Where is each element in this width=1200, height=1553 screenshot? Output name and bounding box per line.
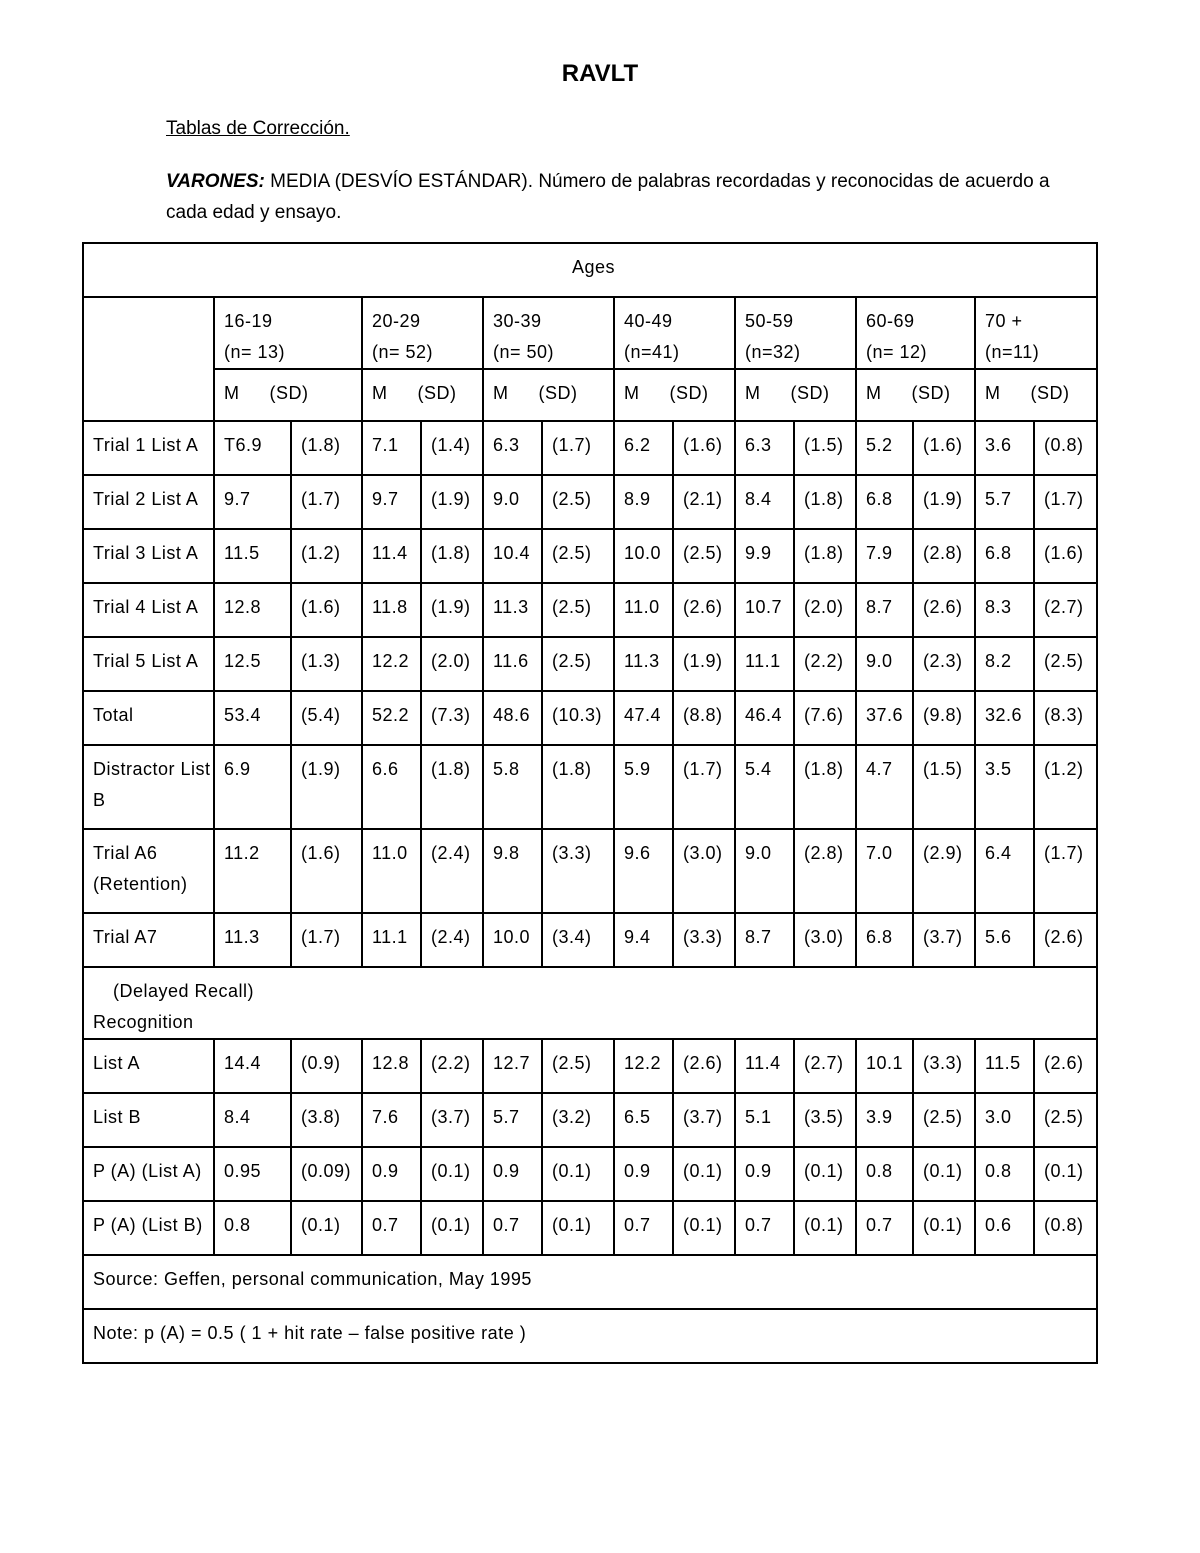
mean-cell: 11.8	[362, 583, 421, 637]
mean-sd-header	[614, 369, 735, 421]
mean-cell: 12.7	[483, 1039, 542, 1093]
mean-sd-row	[83, 369, 1097, 421]
mean-cell: 8.2	[975, 637, 1034, 691]
mean-cell: 46.4	[735, 691, 794, 745]
row-label: Distractor List B	[83, 745, 214, 829]
age-range: 50-59	[745, 311, 794, 331]
mean-cell: 10.7	[735, 583, 794, 637]
mean-cell: 11.6	[483, 637, 542, 691]
sd-cell: (0.1)	[291, 1201, 362, 1255]
mean-sd-header	[214, 369, 362, 421]
sd-cell: (0.09)	[291, 1147, 362, 1201]
sd-cell: (9.8)	[913, 691, 975, 745]
sd-cell: (1.6)	[1034, 529, 1097, 583]
sd-cell: (1.2)	[291, 529, 362, 583]
mean-cell: 0.7	[483, 1201, 542, 1255]
sd-cell: (0.1)	[542, 1147, 614, 1201]
sd-cell: (3.3)	[673, 913, 735, 967]
sd-label: (SD)	[417, 383, 457, 403]
sd-cell: (2.5)	[542, 1039, 614, 1093]
sd-cell: (2.5)	[1034, 1093, 1097, 1147]
sd-cell: (2.7)	[794, 1039, 856, 1093]
sd-cell: (3.4)	[542, 913, 614, 967]
sd-cell: (2.4)	[421, 829, 483, 913]
mean-cell: 3.5	[975, 745, 1034, 829]
age-group-header	[856, 297, 975, 369]
formula-note: Note: p (A) = 0.5 ( 1 + hit rate – false positive rate )	[83, 1309, 1097, 1363]
mean-cell: 5.1	[735, 1093, 794, 1147]
age-group-header	[362, 297, 483, 369]
sd-cell: (3.3)	[542, 829, 614, 913]
mean-sd-header	[362, 369, 483, 421]
mean-cell: 9.0	[483, 475, 542, 529]
sd-cell: (1.6)	[291, 583, 362, 637]
mean-cell: 6.2	[614, 421, 673, 475]
row-label: Trial 3 List A	[83, 529, 214, 583]
mean-cell: 11.5	[975, 1039, 1034, 1093]
sd-cell: (2.6)	[913, 583, 975, 637]
sd-cell: (2.5)	[1034, 637, 1097, 691]
sd-cell: (2.9)	[913, 829, 975, 913]
mean-cell: 9.6	[614, 829, 673, 913]
sd-cell: (2.8)	[913, 529, 975, 583]
sd-cell: (1.9)	[421, 475, 483, 529]
mean-sd-header	[735, 369, 856, 421]
row-label: Trial 5 List A	[83, 637, 214, 691]
sd-cell: (1.8)	[542, 745, 614, 829]
age-n: (n= 12)	[866, 342, 928, 362]
age-n: (n= 50)	[493, 342, 555, 362]
mean-cell: 6.6	[362, 745, 421, 829]
mean-cell: 3.6	[975, 421, 1034, 475]
age-range: 60-69	[866, 311, 915, 331]
section-line-1: (Delayed Recall)	[113, 981, 255, 1001]
mean-label: M	[372, 383, 388, 403]
sd-cell: (1.9)	[291, 745, 362, 829]
sd-cell: (2.1)	[673, 475, 735, 529]
mean-cell: 7.1	[362, 421, 421, 475]
sd-cell: (3.3)	[913, 1039, 975, 1093]
sd-cell: (2.0)	[421, 637, 483, 691]
mean-label: M	[224, 383, 240, 403]
mean-cell: 0.9	[614, 1147, 673, 1201]
mean-cell: 11.5	[214, 529, 291, 583]
correction-table	[82, 242, 1098, 1364]
sd-cell: (0.1)	[673, 1147, 735, 1201]
age-n: (n=11)	[985, 342, 1040, 362]
sd-cell: (7.6)	[794, 691, 856, 745]
table-row	[83, 829, 1097, 913]
sd-label: (SD)	[911, 383, 951, 403]
sd-cell: (2.3)	[913, 637, 975, 691]
sd-label: (SD)	[269, 383, 309, 403]
mean-cell: 8.9	[614, 475, 673, 529]
sd-cell: (1.8)	[291, 421, 362, 475]
source-note-row	[83, 1255, 1097, 1309]
mean-cell: 6.3	[483, 421, 542, 475]
sd-cell: (3.8)	[291, 1093, 362, 1147]
mean-cell: 12.8	[362, 1039, 421, 1093]
mean-cell: 10.1	[856, 1039, 913, 1093]
mean-cell: 10.0	[614, 529, 673, 583]
mean-cell: 6.3	[735, 421, 794, 475]
page-title: RAVLT	[561, 60, 639, 87]
sd-cell: (1.2)	[1034, 745, 1097, 829]
sd-label: (SD)	[669, 383, 709, 403]
sd-cell: (2.0)	[794, 583, 856, 637]
row-label: Trial A7	[83, 913, 214, 967]
mean-cell: 48.6	[483, 691, 542, 745]
age-range: 70 +	[985, 311, 1023, 331]
age-n: (n= 52)	[372, 342, 434, 362]
sd-cell: (1.6)	[913, 421, 975, 475]
sd-cell: (1.7)	[673, 745, 735, 829]
age-group-header	[214, 297, 362, 369]
sd-cell: (1.4)	[421, 421, 483, 475]
mean-cell: 5.8	[483, 745, 542, 829]
mean-cell: 9.0	[735, 829, 794, 913]
subtitle: Tablas de Corrección.	[166, 118, 350, 139]
age-range: 20-29	[372, 311, 421, 331]
mean-cell: 0.8	[856, 1147, 913, 1201]
mean-cell: 11.3	[483, 583, 542, 637]
description	[166, 166, 1066, 228]
table-row	[83, 1201, 1097, 1255]
sd-cell: (1.8)	[794, 529, 856, 583]
sd-cell: (1.7)	[542, 421, 614, 475]
mean-cell: 12.8	[214, 583, 291, 637]
mean-cell: 0.6	[975, 1201, 1034, 1255]
sd-cell: (7.3)	[421, 691, 483, 745]
sd-cell: (1.8)	[794, 475, 856, 529]
mean-cell: 9.4	[614, 913, 673, 967]
mean-cell: 5.2	[856, 421, 913, 475]
sd-cell: (2.5)	[913, 1093, 975, 1147]
sd-cell: (0.1)	[794, 1201, 856, 1255]
sd-cell: (1.9)	[913, 475, 975, 529]
age-group-header	[614, 297, 735, 369]
mean-cell: 0.9	[483, 1147, 542, 1201]
mean-cell: 6.4	[975, 829, 1034, 913]
sd-cell: (1.5)	[913, 745, 975, 829]
table-row	[83, 637, 1097, 691]
mean-cell: 5.6	[975, 913, 1034, 967]
mean-cell: 4.7	[856, 745, 913, 829]
sd-cell: (0.9)	[291, 1039, 362, 1093]
row-label: P (A) (List B)	[83, 1201, 214, 1255]
mean-label: M	[866, 383, 882, 403]
mean-cell: 6.8	[856, 913, 913, 967]
mean-cell: 5.4	[735, 745, 794, 829]
mean-cell: 8.4	[735, 475, 794, 529]
sd-cell: (1.6)	[673, 421, 735, 475]
mean-cell: 11.1	[735, 637, 794, 691]
sd-cell: (2.5)	[542, 583, 614, 637]
mean-cell: 12.2	[362, 637, 421, 691]
row-label: Trial 2 List A	[83, 475, 214, 529]
mean-sd-header	[856, 369, 975, 421]
age-group-header	[735, 297, 856, 369]
mean-cell: 10.0	[483, 913, 542, 967]
mean-cell: 0.8	[214, 1201, 291, 1255]
mean-cell: 6.9	[214, 745, 291, 829]
age-range: 16-19	[224, 311, 273, 331]
age-n: (n=41)	[624, 342, 680, 362]
sd-cell: (0.1)	[421, 1147, 483, 1201]
table-row	[83, 1039, 1097, 1093]
mean-cell: 9.0	[856, 637, 913, 691]
mean-cell: 11.2	[214, 829, 291, 913]
age-range: 40-49	[624, 311, 673, 331]
sd-cell: (1.8)	[421, 745, 483, 829]
mean-cell: 7.0	[856, 829, 913, 913]
sd-cell: (8.8)	[673, 691, 735, 745]
mean-cell: 3.0	[975, 1093, 1034, 1147]
sd-cell: (2.8)	[794, 829, 856, 913]
age-n: (n=32)	[745, 342, 801, 362]
mean-cell: 0.7	[856, 1201, 913, 1255]
sd-cell: (2.6)	[1034, 913, 1097, 967]
sd-cell: (1.8)	[794, 745, 856, 829]
mean-cell: 0.95	[214, 1147, 291, 1201]
mean-cell: 11.1	[362, 913, 421, 967]
sd-cell: (0.1)	[913, 1201, 975, 1255]
sd-cell: (2.5)	[673, 529, 735, 583]
sd-cell: (2.5)	[542, 637, 614, 691]
description-lead: VARONES:	[166, 171, 265, 192]
mean-cell: 9.7	[362, 475, 421, 529]
sd-cell: (0.1)	[1034, 1147, 1097, 1201]
sd-cell: (5.4)	[291, 691, 362, 745]
sd-cell: (1.9)	[421, 583, 483, 637]
sd-cell: (10.3)	[542, 691, 614, 745]
sd-cell: (0.1)	[421, 1201, 483, 1255]
mean-cell: 5.7	[975, 475, 1034, 529]
sd-cell: (0.1)	[542, 1201, 614, 1255]
mean-cell: 11.0	[614, 583, 673, 637]
formula-note-row	[83, 1309, 1097, 1363]
sd-cell: (1.3)	[291, 637, 362, 691]
sd-cell: (3.2)	[542, 1093, 614, 1147]
sd-cell: (3.7)	[673, 1093, 735, 1147]
mean-cell: 8.3	[975, 583, 1034, 637]
sd-cell: (3.0)	[794, 913, 856, 967]
row-label: Trial 1 List A	[83, 421, 214, 475]
mean-cell: 8.4	[214, 1093, 291, 1147]
mean-cell: 32.6	[975, 691, 1034, 745]
mean-cell: 6.8	[975, 529, 1034, 583]
sd-cell: (2.6)	[673, 583, 735, 637]
mean-sd-header	[975, 369, 1097, 421]
mean-cell: 12.2	[614, 1039, 673, 1093]
sd-cell: (1.7)	[1034, 475, 1097, 529]
row-label: Trial A6 (Retention)	[83, 829, 214, 913]
mean-cell: 12.5	[214, 637, 291, 691]
sd-cell: (2.4)	[421, 913, 483, 967]
section-row	[83, 967, 1097, 1039]
sd-cell: (2.2)	[794, 637, 856, 691]
sd-cell: (1.7)	[1034, 829, 1097, 913]
sd-cell: (0.1)	[913, 1147, 975, 1201]
section-line-2: Recognition	[93, 1012, 194, 1032]
mean-cell: 52.2	[362, 691, 421, 745]
ages-header-row	[83, 243, 1097, 297]
mean-cell: 9.7	[214, 475, 291, 529]
mean-cell: 3.9	[856, 1093, 913, 1147]
mean-label: M	[624, 383, 640, 403]
mean-cell: T6.9	[214, 421, 291, 475]
row-label: Total	[83, 691, 214, 745]
sd-label: (SD)	[790, 383, 830, 403]
mean-cell: 6.5	[614, 1093, 673, 1147]
sd-cell: (2.6)	[673, 1039, 735, 1093]
sd-label: (SD)	[1030, 383, 1070, 403]
sd-cell: (0.1)	[794, 1147, 856, 1201]
table-row	[83, 691, 1097, 745]
mean-cell: 0.8	[975, 1147, 1034, 1201]
sd-label: (SD)	[538, 383, 578, 403]
mean-label: M	[745, 383, 761, 403]
sd-cell: (3.5)	[794, 1093, 856, 1147]
table-row	[83, 475, 1097, 529]
row-label: P (A) (List A)	[83, 1147, 214, 1201]
table-row	[83, 745, 1097, 829]
mean-cell: 9.8	[483, 829, 542, 913]
source-note: Source: Geffen, personal communication, May 1995	[83, 1255, 1097, 1309]
mean-cell: 0.9	[362, 1147, 421, 1201]
mean-cell: 47.4	[614, 691, 673, 745]
mean-label: M	[493, 383, 509, 403]
table-row	[83, 583, 1097, 637]
sd-cell: (3.7)	[913, 913, 975, 967]
mean-cell: 0.7	[614, 1201, 673, 1255]
age-n: (n= 13)	[224, 342, 286, 362]
mean-cell: 11.3	[614, 637, 673, 691]
mean-cell: 11.4	[362, 529, 421, 583]
table-row	[83, 421, 1097, 475]
sd-cell: (8.3)	[1034, 691, 1097, 745]
mean-cell: 11.3	[214, 913, 291, 967]
description-text: MEDIA (DESVÍO ESTÁNDAR). Número de palabras recordadas y reconocidas de acuerdo a cada edad y ensayo.	[166, 171, 1050, 223]
sd-cell: (2.6)	[1034, 1039, 1097, 1093]
age-range: 30-39	[493, 311, 542, 331]
mean-sd-header	[483, 369, 614, 421]
table-row	[83, 1147, 1097, 1201]
sd-cell: (2.7)	[1034, 583, 1097, 637]
row-label: List A	[83, 1039, 214, 1093]
sd-cell: (0.8)	[1034, 421, 1097, 475]
age-group-header	[483, 297, 614, 369]
sd-cell: (3.0)	[673, 829, 735, 913]
mean-cell: 37.6	[856, 691, 913, 745]
sd-cell: (2.5)	[542, 529, 614, 583]
age-group-row	[83, 297, 1097, 369]
ages-label: Ages	[83, 243, 1097, 297]
mean-cell: 7.9	[856, 529, 913, 583]
section-header	[83, 967, 1097, 1039]
table-row	[83, 529, 1097, 583]
mean-cell: 8.7	[856, 583, 913, 637]
mean-cell: 14.4	[214, 1039, 291, 1093]
table-row	[83, 913, 1097, 967]
sd-cell: (2.5)	[542, 475, 614, 529]
sd-cell: (3.7)	[421, 1093, 483, 1147]
mean-cell: 0.7	[735, 1201, 794, 1255]
sd-cell: (2.2)	[421, 1039, 483, 1093]
mean-label: M	[985, 383, 1001, 403]
table-row	[83, 1093, 1097, 1147]
mean-cell: 6.8	[856, 475, 913, 529]
mean-cell: 11.0	[362, 829, 421, 913]
row-label: Trial 4 List A	[83, 583, 214, 637]
mean-cell: 11.4	[735, 1039, 794, 1093]
mean-cell: 10.4	[483, 529, 542, 583]
sd-cell: (0.8)	[1034, 1201, 1097, 1255]
sd-cell: (0.1)	[673, 1201, 735, 1255]
sd-cell: (1.7)	[291, 913, 362, 967]
sd-cell: (1.6)	[291, 829, 362, 913]
mean-cell: 0.7	[362, 1201, 421, 1255]
mean-cell: 9.9	[735, 529, 794, 583]
sd-cell: (1.9)	[673, 637, 735, 691]
sd-cell: (1.8)	[421, 529, 483, 583]
sd-cell: (1.7)	[291, 475, 362, 529]
mean-cell: 5.7	[483, 1093, 542, 1147]
age-group-header	[975, 297, 1097, 369]
corner-cell	[83, 297, 214, 421]
sd-cell: (1.5)	[794, 421, 856, 475]
mean-cell: 0.9	[735, 1147, 794, 1201]
mean-cell: 53.4	[214, 691, 291, 745]
mean-cell: 7.6	[362, 1093, 421, 1147]
mean-cell: 5.9	[614, 745, 673, 829]
mean-cell: 8.7	[735, 913, 794, 967]
row-label: List B	[83, 1093, 214, 1147]
